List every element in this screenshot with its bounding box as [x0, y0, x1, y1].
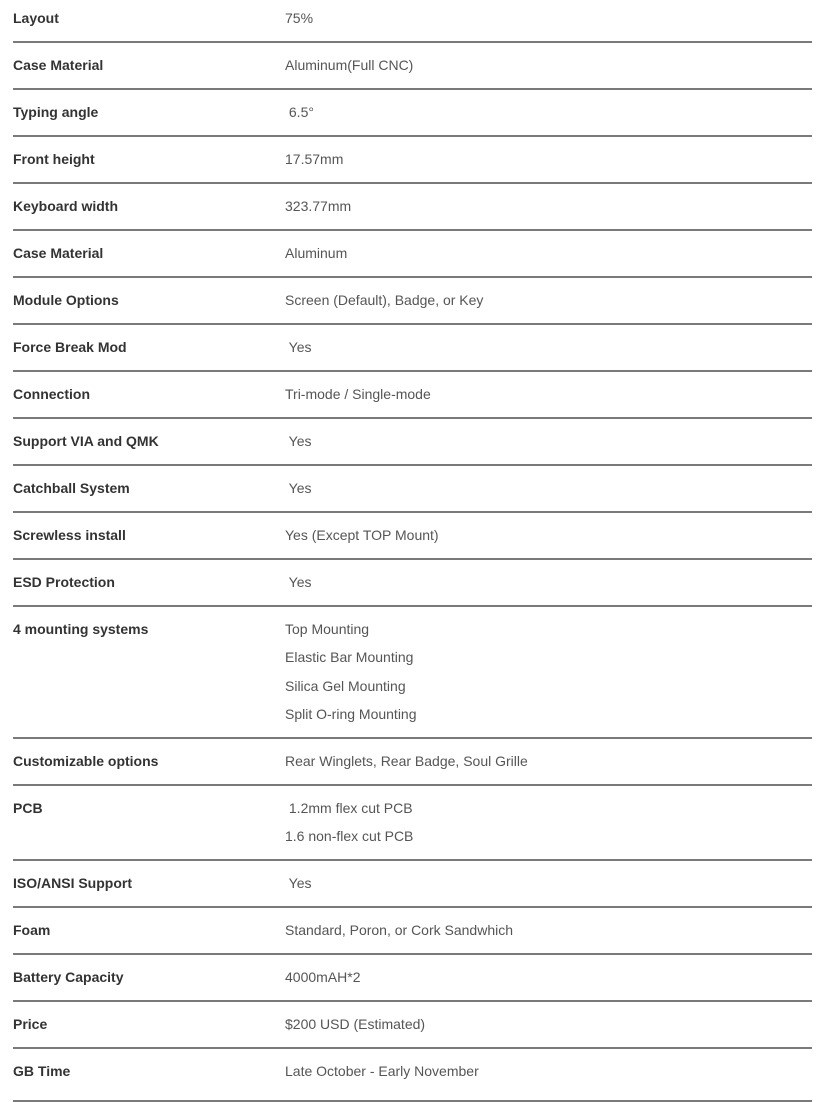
spec-label: Case Material	[13, 245, 104, 261]
spec-values	[285, 959, 812, 995]
spec-row	[13, 560, 812, 607]
spec-value: Aluminum	[285, 245, 348, 261]
spec-row	[13, 231, 812, 278]
spec-row	[13, 325, 812, 372]
spec-label: Battery Capacity	[13, 969, 124, 985]
spec-values	[285, 423, 812, 459]
spec-values	[285, 517, 812, 553]
spec-row	[13, 1002, 812, 1049]
spec-row	[13, 419, 812, 466]
spec-value: Silica Gel Mounting	[285, 677, 406, 694]
spec-label: Module Options	[13, 292, 119, 308]
spec-value: Yes	[285, 339, 312, 355]
spec-label: PCB	[13, 800, 43, 816]
spec-values	[285, 790, 812, 854]
spec-value: 4000mAH*2	[285, 969, 361, 985]
spec-value: Yes	[285, 433, 312, 449]
spec-value: Aluminum(Full CNC)	[285, 57, 414, 73]
spec-table	[13, 0, 812, 1102]
spec-label: Typing angle	[13, 104, 99, 120]
spec-value: 75%	[285, 10, 314, 26]
spec-values	[285, 329, 812, 365]
spec-values	[285, 564, 812, 600]
spec-values	[285, 282, 812, 318]
spec-value: 1.6 non-flex cut PCB	[285, 828, 414, 844]
spec-row	[13, 43, 812, 90]
spec-values	[285, 376, 812, 412]
spec-label: Customizable options	[13, 753, 159, 769]
spec-value: Yes	[285, 875, 312, 891]
spec-label: 4 mounting systems	[13, 621, 149, 637]
spec-value: Split O-ring Mounting	[285, 706, 417, 722]
spec-values	[285, 912, 812, 948]
spec-label: Case Material	[13, 57, 104, 73]
spec-value: Tri-mode / Single-mode	[285, 386, 431, 402]
spec-row	[13, 607, 812, 739]
spec-row	[13, 1049, 812, 1102]
spec-values	[285, 611, 812, 732]
spec-value: Top Mounting	[285, 620, 370, 637]
spec-row	[13, 90, 812, 137]
spec-value: $200 USD (Estimated)	[285, 1016, 426, 1032]
spec-label: ISO/ANSI Support	[13, 875, 132, 891]
spec-label: Price	[13, 1016, 48, 1032]
spec-values	[285, 743, 812, 779]
spec-value: 17.57mm	[285, 151, 344, 167]
spec-label: Front height	[13, 151, 95, 167]
spec-label: Catchball System	[13, 480, 130, 496]
spec-row	[13, 861, 812, 908]
spec-values	[285, 865, 812, 901]
spec-value: Yes (Except TOP Mount)	[285, 527, 439, 543]
spec-values	[285, 470, 812, 506]
spec-values	[285, 47, 812, 83]
spec-row	[13, 513, 812, 560]
spec-row	[13, 372, 812, 419]
spec-values	[285, 188, 812, 224]
spec-values	[285, 235, 812, 271]
spec-values	[285, 0, 812, 36]
spec-row	[13, 908, 812, 955]
spec-value: Screen (Default), Badge, or Key	[285, 292, 484, 308]
spec-label: Support VIA and QMK	[13, 433, 159, 449]
spec-values	[285, 1006, 812, 1042]
spec-label: Keyboard width	[13, 198, 119, 214]
spec-label: Layout	[13, 10, 59, 26]
spec-row	[13, 184, 812, 231]
spec-label: Connection	[13, 386, 90, 402]
spec-value: 1.2mm flex cut PCB	[285, 799, 413, 816]
spec-row	[13, 786, 812, 861]
spec-label: Force Break Mod	[13, 339, 127, 355]
spec-label: GB Time	[13, 1063, 71, 1079]
spec-values	[285, 94, 812, 130]
spec-row	[13, 739, 812, 786]
spec-values	[285, 1053, 812, 1089]
spec-value: Elastic Bar Mounting	[285, 649, 414, 665]
spec-value: Standard, Poron, or Cork Sandwhich	[285, 922, 514, 938]
spec-value: Rear Winglets, Rear Badge, Soul Grille	[285, 753, 528, 769]
spec-value: Late October - Early November	[285, 1063, 479, 1079]
spec-label: Foam	[13, 922, 51, 938]
spec-values	[285, 141, 812, 177]
spec-value: Yes	[285, 574, 312, 590]
spec-row	[13, 137, 812, 184]
spec-label: Screwless install	[13, 527, 126, 543]
spec-value: 6.5°	[285, 104, 314, 120]
spec-value: Yes	[285, 480, 312, 496]
spec-label: ESD Protection	[13, 574, 115, 590]
spec-row	[13, 0, 812, 43]
spec-row	[13, 466, 812, 513]
spec-row	[13, 278, 812, 325]
spec-value: 323.77mm	[285, 198, 352, 214]
spec-row	[13, 955, 812, 1002]
